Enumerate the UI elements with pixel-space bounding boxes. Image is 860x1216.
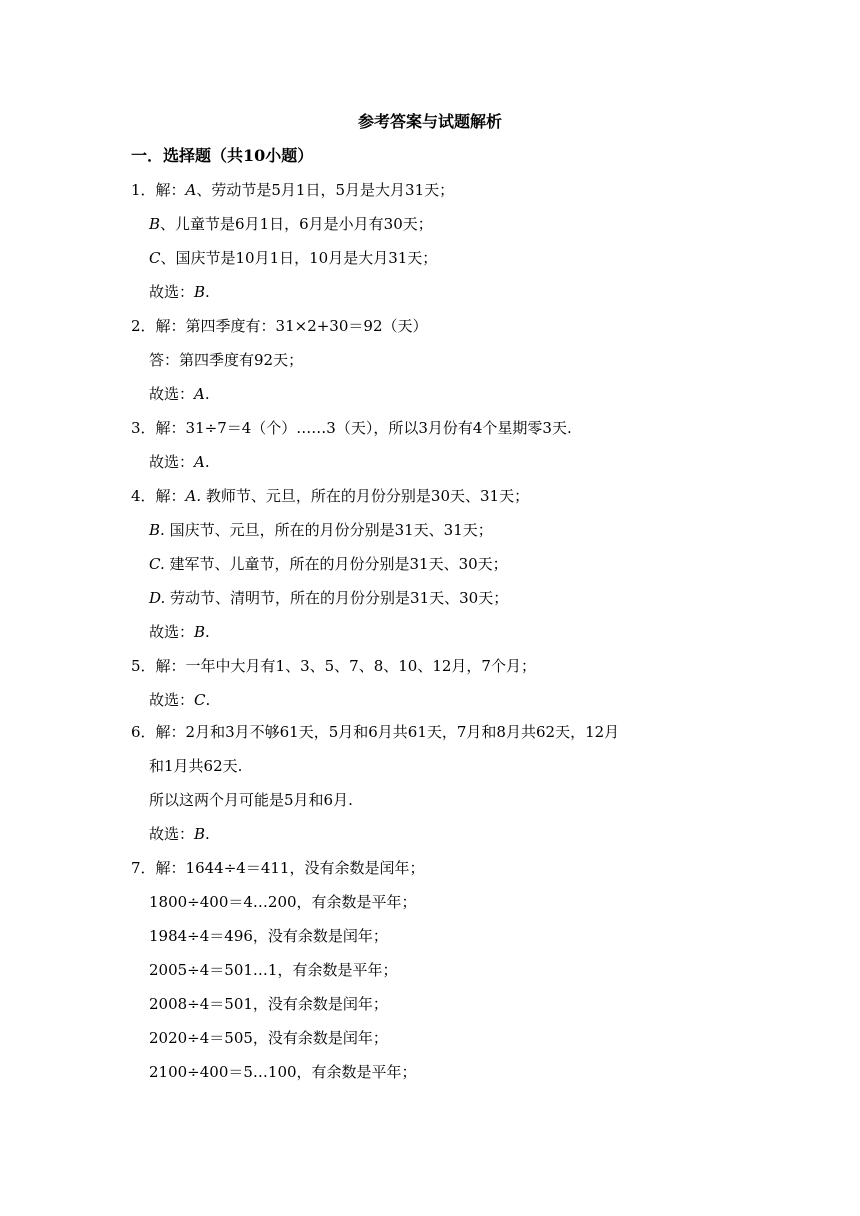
- answer-3-choice: 故选：A.: [149, 453, 210, 471]
- page-title: 参考答案与试题解析: [357, 112, 502, 131]
- answer-6-line-1: 6．解：2月和3月不够61天，5月和6月共61天，7月和8月共62天，12月: [131, 723, 620, 741]
- answer-2-line-2: 答：第四季度有92天；: [149, 351, 304, 369]
- answer-4-line-4: D. 劳动节、清明节，所在的月份分别是31天、30天；: [149, 589, 509, 607]
- answer-4-line-3: C. 建军节、儿童节，所在的月份分别是31天、30天；: [149, 555, 508, 573]
- answer-1-line-2: B、儿童节是6月1日，6月是小月有30天；: [149, 215, 433, 233]
- answer-3-line-1: 3．解：31÷7＝4（个）……3（天），所以3月份有4个星期零3天.: [131, 419, 572, 437]
- answer-7-line-2: 1800÷400＝4…200，有余数是平年；: [149, 893, 417, 911]
- answer-1-line-1: 1．解：A、劳动节是5月1日，5月是大月31天；: [131, 181, 455, 199]
- answer-7-line-3: 1984÷4＝496，没有余数是闰年；: [149, 927, 388, 945]
- answer-5-line-1: 5．解：一年中大月有1、3、5、7、8、10、12月，7个月；: [131, 657, 536, 675]
- answer-7-line-1: 7．解：1644÷4＝411，没有余数是闰年；: [131, 859, 425, 877]
- answer-7-line-6: 2020÷4＝505，没有余数是闰年；: [149, 1029, 388, 1047]
- answer-6-line-2: 和1月共62天.: [149, 757, 243, 775]
- answer-5-choice: 故选：C.: [149, 691, 211, 709]
- answer-4-line-2: B. 国庆节、元旦，所在的月份分别是31天、31天；: [149, 521, 493, 539]
- answer-6-choice: 故选：B.: [149, 825, 210, 843]
- answer-4-line-1: 4．解：A. 教师节、元旦，所在的月份分别是30天、31天；: [131, 487, 530, 505]
- answer-7-line-7: 2100÷400＝5…100，有余数是平年；: [149, 1063, 417, 1081]
- answer-2-line-1: 2．解：第四季度有：31×2+30＝92（天）: [131, 317, 428, 335]
- answer-1-choice: 故选：B.: [149, 283, 210, 301]
- answer-2-choice: 故选：A.: [149, 385, 210, 403]
- answer-7-line-5: 2008÷4＝501，没有余数是闰年；: [149, 995, 388, 1013]
- answer-7-line-4: 2005÷4＝501…1，有余数是平年；: [149, 961, 398, 979]
- answer-1-line-3: C、国庆节是10月1日，10月是大月31天；: [149, 249, 438, 267]
- answer-6-line-3: 所以这两个月可能是5月和6月.: [149, 791, 353, 809]
- answer-4-choice: 故选：B.: [149, 623, 210, 641]
- section-heading: 一．选择题（共10小题）: [131, 146, 314, 165]
